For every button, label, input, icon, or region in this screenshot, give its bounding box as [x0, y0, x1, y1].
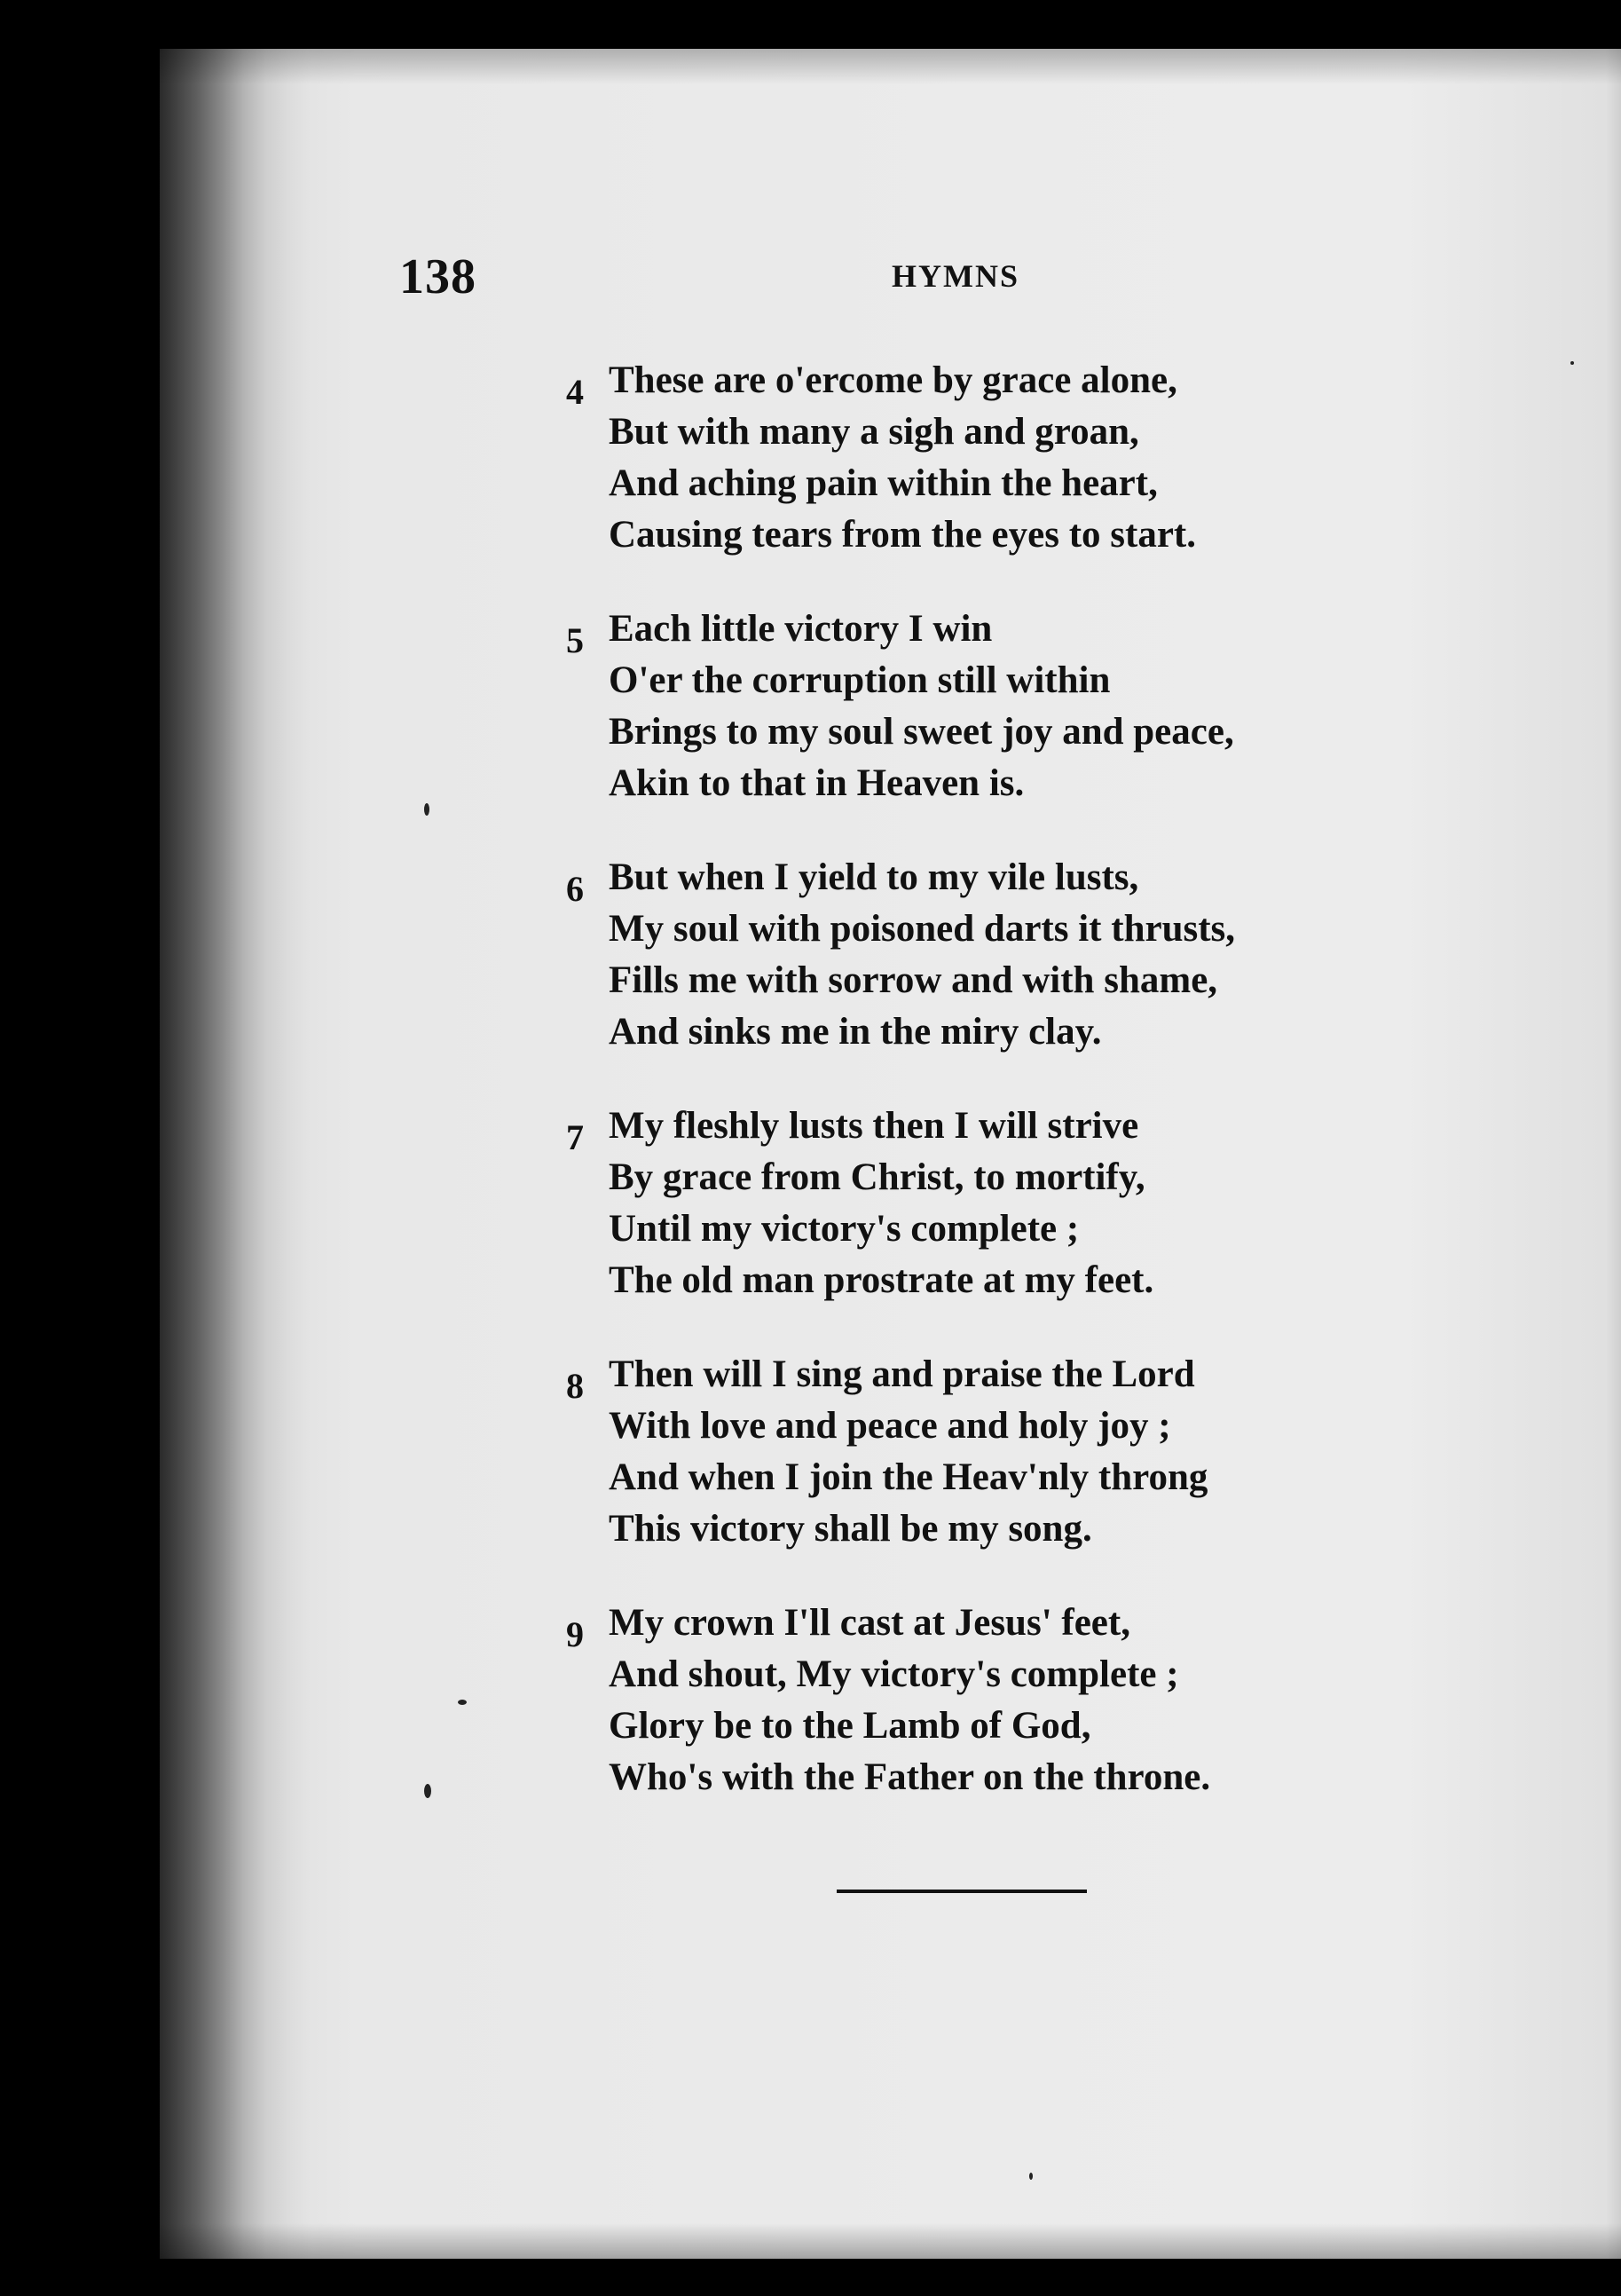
- hymn-text: [559, 359, 1446, 1850]
- verse-line: The old man prostrate at my feet.: [609, 1259, 1154, 1301]
- stanza: [559, 359, 1446, 607]
- stanza: [559, 1104, 1446, 1353]
- stanza-number: 9: [566, 1614, 584, 1654]
- verse-line: O'er the corruption still within: [609, 659, 1111, 701]
- running-head: [355, 249, 1420, 320]
- scan-speck: [1029, 2173, 1033, 2180]
- stanza-number: 5: [566, 620, 584, 660]
- stanza: [559, 1353, 1446, 1601]
- verse-line: My fleshly lusts then I will strive: [609, 1105, 1139, 1147]
- verse-line: My crown I'll cast at Jesus' feet,: [609, 1602, 1130, 1644]
- scan-speck: [424, 803, 429, 816]
- page-top-shadow: [160, 49, 1621, 84]
- verse-line: And sinks me in the miry clay.: [609, 1011, 1102, 1053]
- verse-line: My soul with poisoned darts it thrusts,: [609, 908, 1236, 950]
- page-number: 138: [399, 249, 476, 304]
- stanza: [559, 607, 1446, 856]
- stanza: [559, 856, 1446, 1104]
- verse-line: And aching pain within the heart,: [609, 462, 1158, 504]
- scan-speck: [1570, 361, 1574, 365]
- verse-line: Fills me with sorrow and with shame,: [609, 959, 1218, 1001]
- stanza-number: 8: [566, 1366, 584, 1406]
- verse-line: Causing tears from the eyes to start.: [609, 514, 1196, 556]
- scan-speck: [424, 1784, 431, 1798]
- page-bottom-shadow: [160, 2223, 1621, 2259]
- stanza: [559, 1601, 1446, 1850]
- verse-line: But when I yield to my vile lusts,: [609, 856, 1139, 898]
- verse-line: But with many a sigh and groan,: [609, 411, 1139, 453]
- verse-line: And shout, My victory's complete ;: [609, 1653, 1179, 1695]
- stanza-number: 4: [566, 372, 584, 412]
- verse-line: Who's with the Father on the throne.: [609, 1756, 1211, 1798]
- verse-line: Brings to my soul sweet joy and peace,: [609, 711, 1234, 753]
- verse-line: Akin to that in Heaven is.: [609, 762, 1025, 804]
- verse-line: Then will I sing and praise the Lord: [609, 1353, 1195, 1395]
- verse-line: These are o'ercome by grace alone,: [609, 359, 1177, 401]
- end-rule: [837, 1890, 1087, 1893]
- verse-line: With love and peace and holy joy ;: [609, 1405, 1171, 1447]
- verse-line: Glory be to the Lamb of God,: [609, 1705, 1091, 1747]
- verse-line: Each little victory I win: [609, 608, 993, 650]
- verse-line: By grace from Christ, to mortify,: [609, 1156, 1145, 1198]
- stanza-number: 6: [566, 869, 584, 909]
- verse-line: Until my victory's complete ;: [609, 1208, 1080, 1250]
- stanza-number: 7: [566, 1117, 584, 1157]
- page-header: HYMNS: [892, 258, 1019, 294]
- verse-line: This victory shall be my song.: [609, 1508, 1092, 1550]
- verse-line: And when I join the Heav'nly throng: [609, 1456, 1208, 1498]
- scan-speck: [458, 1700, 467, 1705]
